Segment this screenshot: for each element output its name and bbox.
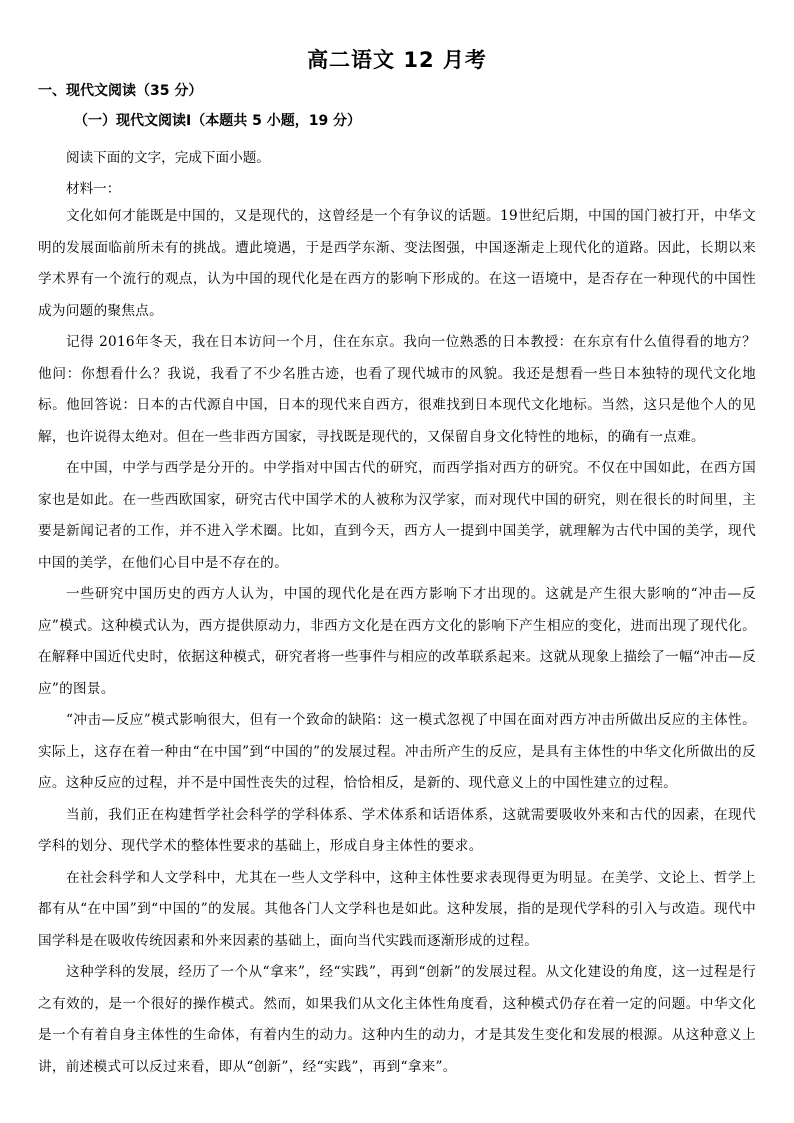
passage-paragraph: 记得 2016年冬天，我在日本访问一个月，住在东京。我向一位熟悉的日本教授：在东京有什么值得看的地方？他问：你想看什么？我说，我看了不少名胜古迹，也看了现代城市的风貌。我还是想看一些日本独特的现代文化地标。他回答说：日本的古代源自中国，日本的现代来自西方，很难找到日本现代文化地标。当然，这只是他个人的见解，也许说得太绝对。但在一些非西方国家，寻找既是现代的，又保留自身文化特性的地标，的确有一点难。 [38,334,756,445]
subsection-heading: （一）现代文阅读Ⅰ（本题共 5 小题，19 分） [74,113,362,129]
section-heading: 一、现代文阅读（35 分） [38,83,203,99]
passage-paragraph: 在社会科学和人文学科中，尤其在一些人文学科中，这种主体性要求表现得更为明显。在美学、文论上、哲学上都有从“在中国”到“中国的”的发展。其他各门人文学科也是如此。这种发展，指的是现代学科的引入与改造。现代中国学科是在吸收传统因素和外来因素的基础上，面向当代实践而逐渐形成的过程。 [38,869,756,949]
passage-body [38,201,756,1083]
passage-paragraph: 当前，我们正在构建哲学社会科学的学科体系、学术体系和话语体系，这就需要吸收外来和古代的因素，在现代学科的划分、现代学术的整体性要求的基础上，形成自身主体性的要求。 [38,806,756,854]
passage-paragraph: “冲击—反应”模式影响很大，但有一个致命的缺陷：这一模式忽视了中国在面对西方冲击所做出反应的主体性。实际上，这存在着一种由“在中国”到“中国的”的发展过程。冲击所产生的反应，是具有主体性的中华文化所做出的反应。这种反应的过程，并不是中国性丧失的过程，恰恰相反，是新的、现代意义上的中国性建立的过程。 [38,712,756,791]
passage-paragraph: 一些研究中国历史的西方人认为，中国的现代化是在西方影响下才出现的。这就是产生很大影响的“冲击—反应”模式。这种模式认为，西方提供原动力，非西方文化是在西方文化的影响下产生相应的变化，进而出现了现代化。在解释中国近代史时，依据这种模式，研究者将一些事件与相应的改革联系起来。这就从现象上描绘了一幅“冲击—反应”的图景。 [38,586,756,697]
passage-paragraph: 文化如何才能既是中国的，又是现代的，这曾经是一个有争议的话题。19世纪后期，中国的国门被打开，中华文明的发展面临前所未有的挑战。遭此境遇，于是西学东渐、变法图强，中国逐渐走上现代化的道路。因此，长期以来学术界有一个流行的观点，认为中国的现代化是在西方的影响下形成的。在这一语境中，是否存在一种现代的中国性成为问题的聚焦点。 [38,208,756,319]
instruction-text: 阅读下面的文字，完成下面小题。 [66,150,270,166]
passage-paragraph: 在中国，中学与西学是分开的。中学指对中国古代的研究，而西学指对西方的研究。不仅在中国如此，在西方国家也是如此。在一些西欧国家，研究古代中国学术的人被称为汉学家，而对现代中国的研究，则在很长的时间里，主要是新闻记者的工作，并不进入学术圈。比如，直到今天，西方人一提到中国美学，就理解为古代中国的美学，现代中国的美学，在他们心目中是不存在的。 [38,460,756,571]
material-label: 材料一： [66,181,121,197]
passage-paragraph: 这种学科的发展，经历了一个从“拿来”，经“实践”，再到“创新”的发展过程。从文化建设的角度，这一过程是行之有效的，是一个很好的操作模式。然而，如果我们从文化主体性角度看，这种模式仍存在着一定的问题。中华文化是一个有着自身主体性的生命体，有着内生的动力。这种内生的动力，才是其发生变化和发展的根源。从这种意义上讲，前述模式可以反过来看，即从“创新”，经“实践”，再到“拿来”。 [38,964,756,1075]
page-title: 高二语文 12 月考 [307,48,487,72]
